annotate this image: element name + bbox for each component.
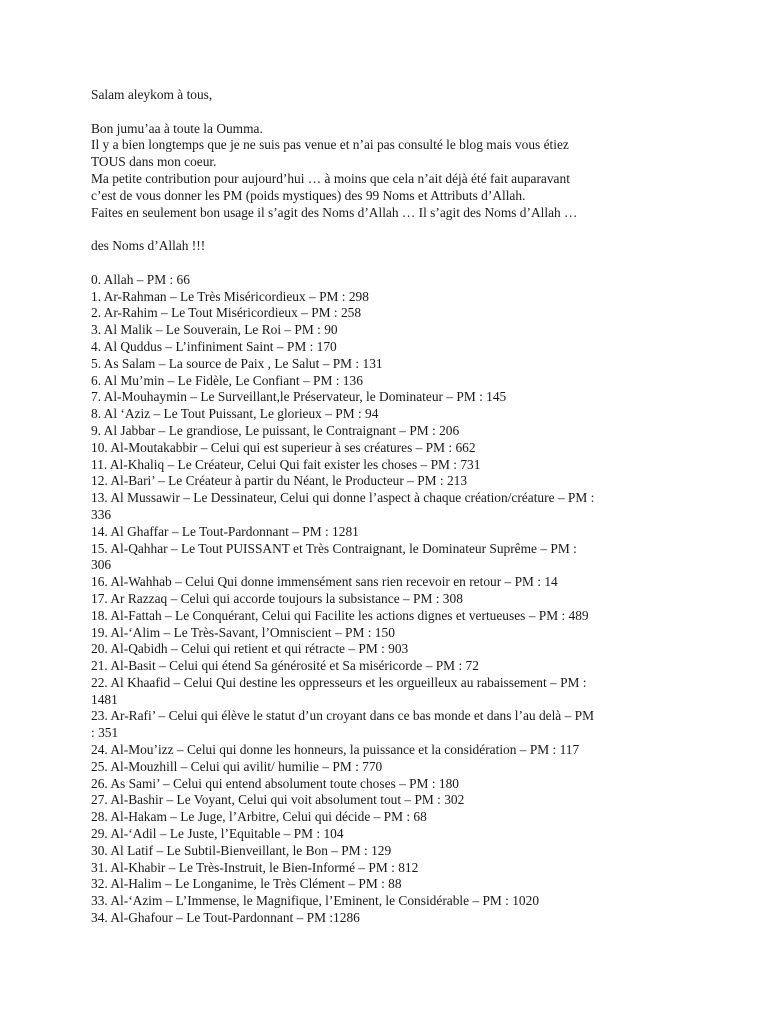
intro-paragraph: [91, 121, 691, 222]
name-list-item: 27. Al-Bashir – Le Voyant, Celui qui voit absolument tout – PM : 302: [91, 792, 465, 808]
name-list-item: 22. Al Khaafid – Celui Qui destine les oppresseurs et les orgueilleux au rabaissement – PM :: [91, 674, 587, 690]
name-list-item: 30. Al Latif – Le Subtil-Bienveillant, le Bon – PM : 129: [91, 842, 392, 858]
name-list-item: 34. Al-Ghafour – Le Tout-Pardonnant – PM :1286: [91, 910, 360, 926]
intro-line: Bon jumu’aa à toute la Oumma.: [91, 120, 263, 136]
name-list-item: 8. Al ‘Aziz – Le Tout Puissant, Le glorieux – PM : 94: [91, 406, 379, 422]
name-list-item: 7. Al-Mouhaymin – Le Surveillant,le Préservateur, le Dominateur – PM : 145: [91, 389, 507, 405]
name-list-item: 31. Al-Khabir – Le Très-Instruit, le Bien-Informé – PM : 812: [91, 859, 419, 875]
name-list-item: 4. Al Quddus – L’infiniment Saint – PM : 170: [91, 338, 337, 354]
name-list-item: 16. Al-Wahhab – Celui Qui donne immensément sans rien recevoir en retour – PM : 14: [91, 574, 558, 590]
name-list-item: 24. Al-Mou’izz – Celui qui donne les honneurs, la puissance et la considération – PM : 117: [91, 742, 580, 758]
intro-line: Ma petite contribution pour aujourd’hui … à moins que cela n’ait déjà été fait auparavant: [91, 170, 570, 186]
name-list-item: 25. Al-Mouzhill – Celui qui avilit/ humilie – PM : 770: [91, 758, 383, 774]
name-list-item: 13. Al Mussawir – Le Dessinateur, Celui qui donne l’aspect à chaque création/créature – PM :: [91, 490, 595, 506]
intro-line: Il y a bien longtemps que je ne suis pas venue et n’ai pas consulté le blog mais vous étiez: [91, 137, 569, 153]
name-list-item: 6. Al Mu’min – Le Fidèle, Le Confiant – PM : 136: [91, 372, 363, 388]
intro-line: c’est de vous donner les PM (poids mystiques) des 99 Noms et Attributs d’Allah.: [91, 187, 526, 203]
name-list-item: 3. Al Malik – Le Souverain, Le Roi – PM : 90: [91, 322, 338, 338]
name-list-item: 28. Al-Hakam – Le Juge, l’Arbitre, Celui qui décide – PM : 68: [91, 809, 427, 825]
name-list-item: 17. Ar Razzaq – Celui qui accorde toujours la subsistance – PM : 308: [91, 590, 463, 606]
spacer: [91, 104, 691, 121]
name-list-item: 0. Allah – PM : 66: [91, 271, 190, 287]
name-list-item: 33. Al-‘Azim – L’Immense, le Magnifique, l’Eminent, le Considérable – PM : 1020: [91, 893, 540, 909]
name-list-item: 14. Al Ghaffar – Le Tout-Pardonnant – PM : 1281: [91, 523, 359, 539]
greeting: Salam aleykom à tous,: [91, 87, 213, 102]
spacer: [91, 221, 691, 238]
name-list-item: 23. Ar-Rafi’ – Celui qui élève le statut d’un croyant dans ce bas monde et dans l’au delà – PM: [91, 708, 594, 724]
name-list-item: 9. Al Jabbar – Le grandiose, Le puissant, le Contraignant – PM : 206: [91, 422, 460, 438]
name-list-item: 5. As Salam – La source de Paix , Le Salut – PM : 131: [91, 355, 383, 371]
name-list-item: 29. Al-‘Adil – Le Juste, l’Equitable – PM : 104: [91, 826, 344, 842]
name-list-item-continuation: 306: [91, 557, 112, 573]
name-list-item-continuation: : 351: [91, 725, 119, 741]
name-list-item: 12. Al-Bari’ – Le Créateur à partir du Néant, le Producteur – PM : 213: [91, 473, 468, 489]
name-list-item: 2. Ar-Rahim – Le Tout Miséricordieux – PM : 258: [91, 305, 362, 321]
names-list: [91, 272, 691, 927]
name-list-item: 10. Al-Moutakabbir – Celui qui est superieur à ses créatures – PM : 662: [91, 439, 476, 455]
name-list-item: 18. Al-Fattah – Le Conquérant, Celui qui Facilite les actions dignes et vertueuses – PM : 489: [91, 607, 589, 623]
name-list-item: 21. Al-Basit – Celui qui étend Sa générosité et Sa miséricorde – PM : 72: [91, 658, 479, 674]
name-list-item-continuation: 336: [91, 506, 112, 522]
name-list-item: 11. Al-Khaliq – Le Créateur, Celui Qui fait exister les choses – PM : 731: [91, 456, 481, 472]
document-page: [91, 87, 691, 927]
spacer: [91, 255, 691, 272]
subtitle: des Noms d’Allah !!!: [91, 238, 206, 254]
name-list-item: 26. As Sami’ – Celui qui entend absolument toute choses – PM : 180: [91, 775, 459, 791]
name-list-item: 20. Al-Qabidh – Celui qui retient et qui rétracte – PM : 903: [91, 641, 409, 657]
name-list-item: 1. Ar-Rahman – Le Très Miséricordieux – PM : 298: [91, 288, 369, 304]
name-list-item-continuation: 1481: [91, 691, 118, 707]
name-list-item: 19. Al-‘Alim – Le Très-Savant, l’Omniscient – PM : 150: [91, 624, 395, 640]
name-list-item: 32. Al-Halim – Le Longanime, le Très Clément – PM : 88: [91, 876, 402, 892]
intro-line: Faites en seulement bon usage il s’agit des Noms d’Allah … Il s’agit des Noms d’Allah …: [91, 204, 578, 220]
name-list-item: 15. Al-Qahhar – Le Tout PUISSANT et Très Contraignant, le Dominateur Suprême – PM :: [91, 540, 577, 556]
intro-line: TOUS dans mon coeur.: [91, 154, 217, 170]
